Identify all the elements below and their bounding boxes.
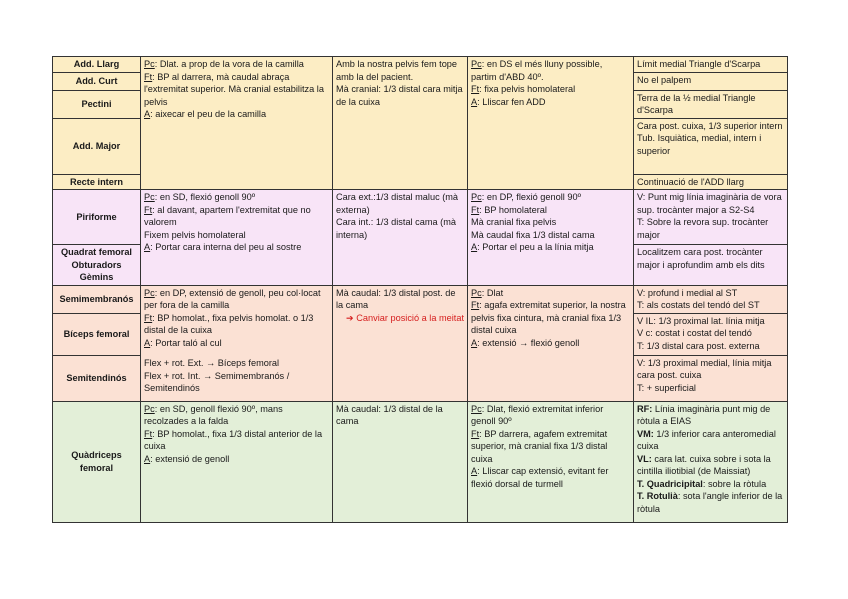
muscle-name: Recte intern [53, 174, 141, 190]
technique-cell: Pc: en DP, flexió genoll 90º Ft: BP homolateral Mà cranial fixa pelvis Mà caudal fixa 1/3 distal cama A: Portar el peu a la línia mitja [468, 190, 634, 286]
palpation-cell: RF: Línia imaginària punt mig de ròtula a EIAS VM: 1/3 inferior cara anteromedial cuixa VL: cara lat. cuixa sobre i sota la cintilla iliotibial (de Maissiat) T. Quadricipital: sobre la ròtula T. Rotulià: sota l'angle inferior de la ròtula [634, 401, 788, 522]
technique-cell: Pc: Dlat Ft: agafa extremitat superior, la nostra pelvis fixa cintura, mà cranial fixa 1/3 distal cuixa A: extensió → flexió genoll [468, 285, 634, 401]
technique-cell: Pc: Dlat. a prop de la vora de la camilla Ft: BP al darrera, mà caudal abraça l'extremitat superior. Mà cranial estabilitza la pelvis A: aixecar el peu de la camilla [141, 57, 333, 190]
muscle-name: Semimembranós [53, 285, 141, 313]
palpation-cell: Límit medial Triangle d'Scarpa [634, 57, 788, 73]
technique-cell: Pc: en SD, genoll flexió 90º, mans recolzades a la falda Ft: BP homolat., fixa 1/3 distal anterior de la cuixa A: extensió de genoll [141, 401, 333, 522]
muscle-name: Pectini [53, 90, 141, 118]
hand-position-cell: Cara ext.:1/3 distal maluc (mà externa) Cara int.: 1/3 distal cama (mà interna) [333, 190, 468, 286]
palpation-cell: V IL: 1/3 proximal lat. línia mitja V c: costat i costat del tendó T: 1/3 distal cara post. externa [634, 313, 788, 355]
palpation-cell: Localitzem cara post. trocànter major i aprofundim amb els dits [634, 245, 788, 286]
muscle-name: Quadrat femoral Obturadors Gèmins [53, 245, 141, 286]
palpation-cell: V: 1/3 proximal medial, línia mitja cara post. cuixa T: + superficial [634, 355, 788, 401]
palpation-cell: V: profund i medial al ST T: als costats del tendó del ST [634, 285, 788, 313]
palpation-cell: No el palpem [634, 72, 788, 90]
hand-position-cell: Amb la nostra pelvis fem tope amb la del pacient. Mà cranial: 1/3 distal cara mitja de la cuixa [333, 57, 468, 190]
note-arrow: ➔ Canviar posició a la meitat [346, 312, 465, 323]
technique-cell: Pc: en DP, extensió de genoll, peu col·locat per fora de la camilla Ft: BP homolat., fixa pelvis homolat. o 1/3 distal de la cuixa A: Portar taló al cul Flex + rot. Ext. → Bíceps femoral Flex + rot. Int. → Semimembranós / Semitendinós [141, 285, 333, 401]
muscle-name: Add. Llarg [53, 57, 141, 73]
muscle-name: Piriforme [53, 190, 141, 245]
muscle-name: Semitendinós [53, 355, 141, 401]
technique-cell: Pc: en DS el més lluny possible, partim d'ABD 40º. Ft: fixa pelvis homolateral A: Lliscar fen ADD [468, 57, 634, 190]
hand-position-cell: Mà caudal: 1/3 distal de la cama [333, 401, 468, 522]
muscle-name: Quàdriceps femoral [53, 401, 141, 522]
palpation-cell: Cara post. cuixa, 1/3 superior intern Tub. Isquiàtica, medial, intern i superior [634, 118, 788, 174]
palpation-cell: Terra de la ½ medial Triangle d'Scarpa [634, 90, 788, 118]
muscle-name: Add. Curt [53, 72, 141, 90]
muscle-name: Add. Major [53, 118, 141, 174]
technique-cell: Pc: en SD, flexió genoll 90º Ft: al davant, apartem l'extremitat que no valorem Fixem pelvis homolateral A: Portar cara interna del peu al sostre [141, 190, 333, 286]
hand-position-cell: Mà caudal: 1/3 distal post. de la cama ➔ Canviar posició a la meitat [333, 285, 468, 401]
technique-cell: Pc: Dlat, flexió extremitat inferior genoll 90º Ft: BP darrera, agafem extremitat superior, mà cranial fixa 1/3 distal cuixa A: Lliscar cap extensió, evitant fer flexió dorsal de turmell [468, 401, 634, 522]
palpation-cell: Continuació de l'ADD llarg [634, 174, 788, 190]
palpation-cell: V: Punt mig línia imaginària de vora sup. trocànter major a S2-S4 T: Sobre la revora sup. trocànter major [634, 190, 788, 245]
muscle-name: Bíceps femoral [53, 313, 141, 355]
muscle-assessment-table [52, 56, 788, 523]
